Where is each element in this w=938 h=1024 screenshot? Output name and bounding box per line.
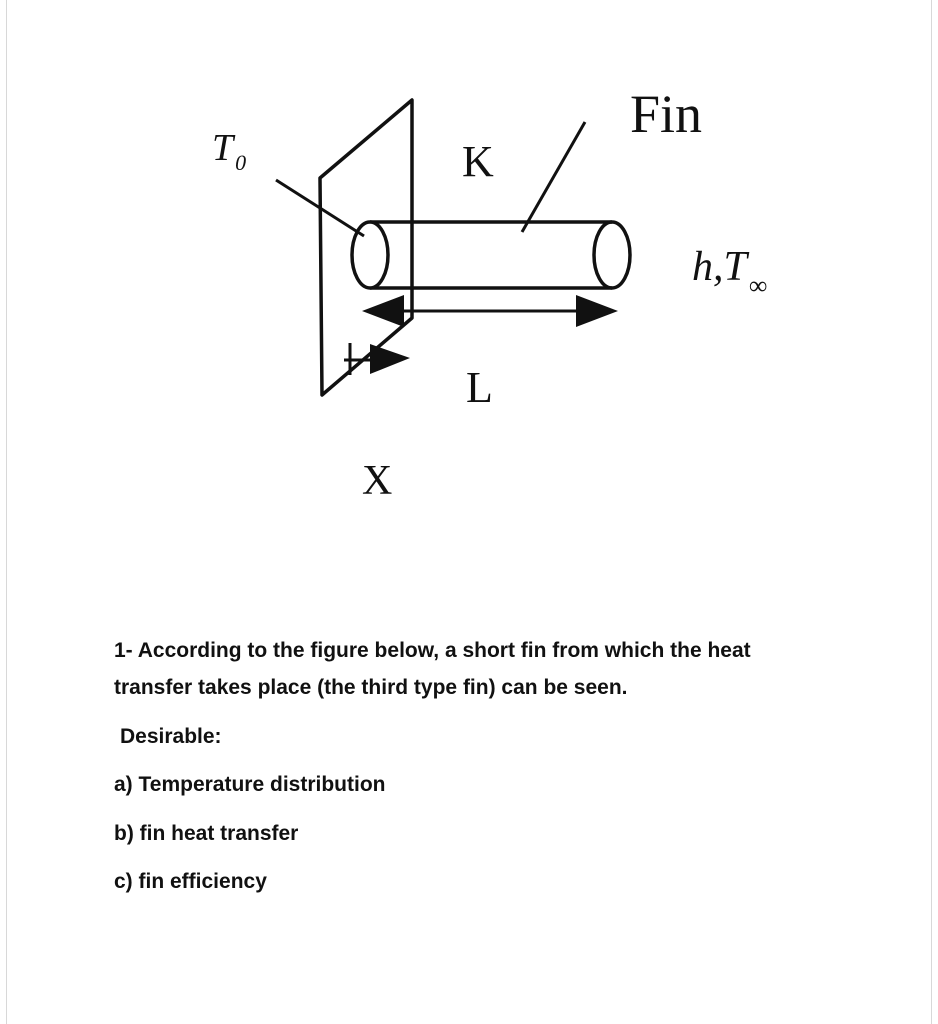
desirable-heading: Desirable: [120,725,222,748]
item-temperature-distribution: a) Temperature distribution [114,773,386,796]
length-arrow-right-head [576,295,618,327]
label-t0: $T_0$ [212,127,247,175]
fin-tip-end [594,222,630,288]
label-x: X [362,458,393,504]
label-fin: Fin [630,84,703,144]
label-l: L [466,363,493,412]
label-k: K [462,137,494,186]
question-block [114,632,834,893]
item-fin-efficiency: c) fin efficiency [114,870,267,893]
label-h-tinf: $h,T_\infty$ [692,244,768,300]
question-intro: 1- According to the figure below, a short fin from which the heat transfer takes place (the third type fin) can be seen. [114,639,751,699]
item-fin-heat-transfer: b) fin heat transfer [114,822,299,845]
fin-leader-line [522,122,585,232]
length-arrow-left-head [362,295,404,327]
x-axis-arrow-head [370,344,410,374]
